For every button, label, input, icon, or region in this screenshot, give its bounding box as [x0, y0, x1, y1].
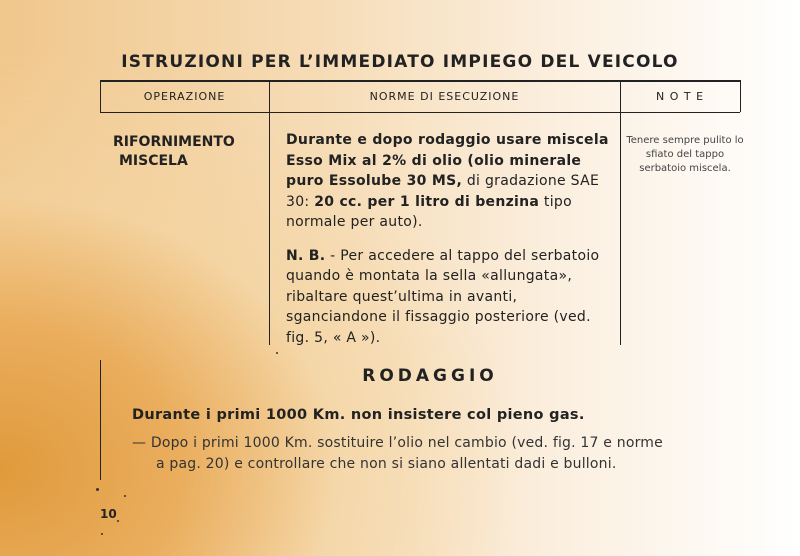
- print-speck: [124, 495, 126, 497]
- norme-paragraph: [286, 130, 612, 233]
- section-line-2: [132, 433, 752, 475]
- operation-label: [113, 133, 235, 171]
- note-cell: Tenere sempre pulito lo sfiato del tappo serbatoio miscela.: [626, 135, 744, 174]
- section-line-1: Durante i primi 1000 Km. non insistere col pieno gas.: [132, 407, 585, 423]
- print-speck: [276, 352, 278, 354]
- nb-text: - Per accedere al tappo del serbatoio quando è montata la sella «allungata», ribaltare quest’ultima in avanti, sganciandone il fissaggio posteriore (ved. fig. 5, « A »).: [286, 247, 600, 346]
- nb-paragraph: [286, 246, 612, 349]
- norme-text-bold-1: Durante e dopo rodaggio usare miscela Esso Mix al 2% di olio (olio minerale puro Essolube 30 MS,: [286, 132, 609, 189]
- norme-text-bold-3: 20 cc. per 1 litro di benzina: [314, 193, 540, 210]
- operation-line-2: MISCELA: [119, 153, 188, 169]
- header-norme: NORME DI ESECUZIONE: [369, 90, 520, 103]
- table-top-rule: [100, 80, 740, 82]
- page-title: ISTRUZIONI PER L’IMMEDIATO IMPIEGO DEL VEICOLO: [121, 52, 679, 72]
- header-operazione: OPERAZIONE: [143, 90, 226, 103]
- column-divider-1: [269, 80, 270, 345]
- section-line-2a: — Dopo i primi 1000 Km. sostituire l’olio nel cambio (ved. fig. 17 e norme: [132, 435, 663, 451]
- column-divider-2: [620, 80, 621, 345]
- header-note: N O T E: [655, 90, 705, 103]
- print-speck: [117, 520, 119, 522]
- norme-text-2: di gradazione SAE 30:: [286, 173, 600, 210]
- print-speck: [101, 533, 103, 535]
- nb-label: N. B.: [286, 247, 326, 264]
- section-line-2b: a pag. 20) e controllare che non si siano allentati dadi e bulloni.: [156, 456, 617, 472]
- norme-cell: [286, 130, 612, 348]
- table-right-border: [740, 80, 741, 112]
- print-speck: [96, 488, 99, 491]
- page-number: 10: [100, 507, 117, 521]
- norme-text-4: tipo normale per auto).: [286, 193, 572, 230]
- section-title: RODAGGIO: [362, 366, 498, 386]
- table-header-rule: [100, 112, 740, 113]
- operation-line-1: RIFORNIMENTO: [113, 134, 235, 150]
